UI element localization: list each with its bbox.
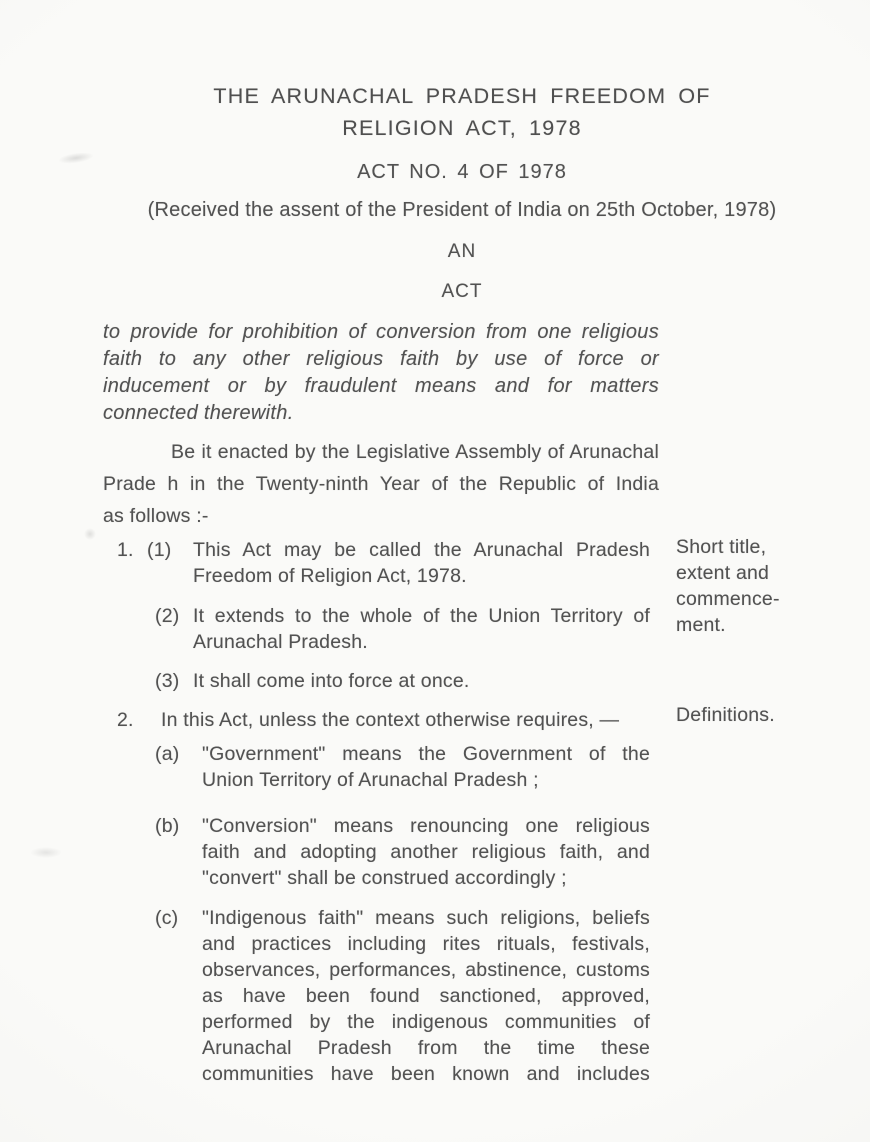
clause-c-marker: (c)	[155, 907, 179, 929]
clause-b-text: "Conversion" means renouncing one religious faith and adopting another religious faith, and "convert" shall be construed accordingly ;	[202, 815, 650, 889]
scan-smudge	[82, 526, 98, 542]
section-1-clause-1	[103, 537, 659, 589]
document-header	[103, 80, 821, 304]
section-2-heading	[103, 707, 659, 733]
act-number-line: ACT NO. 4 OF 1978	[357, 161, 567, 183]
section-2-number: 2.	[117, 709, 134, 731]
act-title	[103, 80, 821, 144]
clause-1-marker: (1)	[147, 539, 172, 561]
clause-c-text: "Indigenous faith" means such religions, beliefs and practices including rites rituals, festivals, observances, performances, abstinence, customs as have been found sanctioned, approved, performed by the indigenous communities of Arunachal Pradesh from the time these communities have been known and includes	[202, 907, 650, 1085]
section-2-clause-a	[103, 741, 659, 793]
clause-1-text: This Act may be called the Arunachal Pradesh Freedom of Religion Act, 1978.	[193, 539, 650, 587]
an-label: AN	[447, 241, 477, 262]
margin-note-short-title: Short title, extent and commence- ment.	[676, 536, 780, 636]
clause-3-marker: (3)	[155, 670, 180, 692]
section-2-clause-c	[103, 905, 659, 1087]
section-2-clause-b	[103, 813, 659, 891]
margin-note-definitions: Definitions.	[676, 704, 775, 726]
clause-2-text: It extends to the whole of the Union Territory of Arunachal Pradesh.	[193, 605, 650, 653]
clause-a-marker: (a)	[155, 743, 180, 765]
section-1-number: 1.	[117, 539, 134, 561]
enacting-clause: Be it enacted by the Legislative Assembly of Arunachal Prade h in the Twenty-ninth Year of the Republic of India as follows :-	[103, 441, 659, 527]
clause-3-text: It shall come into force at once.	[193, 670, 470, 692]
section-2-lead: In this Act, unless the context otherwise requires, —	[161, 709, 620, 731]
scan-smudge	[30, 847, 62, 858]
clause-b-marker: (b)	[155, 815, 180, 837]
section-1-clause-2	[103, 603, 659, 655]
section-1-clause-3	[103, 668, 659, 694]
act-title-line2: RELIGION ACT, 1978	[342, 116, 582, 140]
preamble: to provide for prohibition of conversion from one religious faith to any other religious faith by use of force or inducement or by fraudulent means and for matters connected therewith.	[103, 321, 659, 424]
act-title-line1: THE ARUNACHAL PRADESH FREEDOM OF	[213, 84, 711, 108]
assent-line: (Received the assent of the President of India on 25th October, 1978)	[147, 199, 777, 221]
act-label: ACT	[441, 281, 483, 302]
document-body	[103, 319, 659, 1087]
clause-2-marker: (2)	[155, 605, 180, 627]
scan-smudge	[57, 151, 94, 166]
clause-a-text: "Government" means the Government of the Union Territory of Arunachal Pradesh ;	[202, 743, 650, 791]
